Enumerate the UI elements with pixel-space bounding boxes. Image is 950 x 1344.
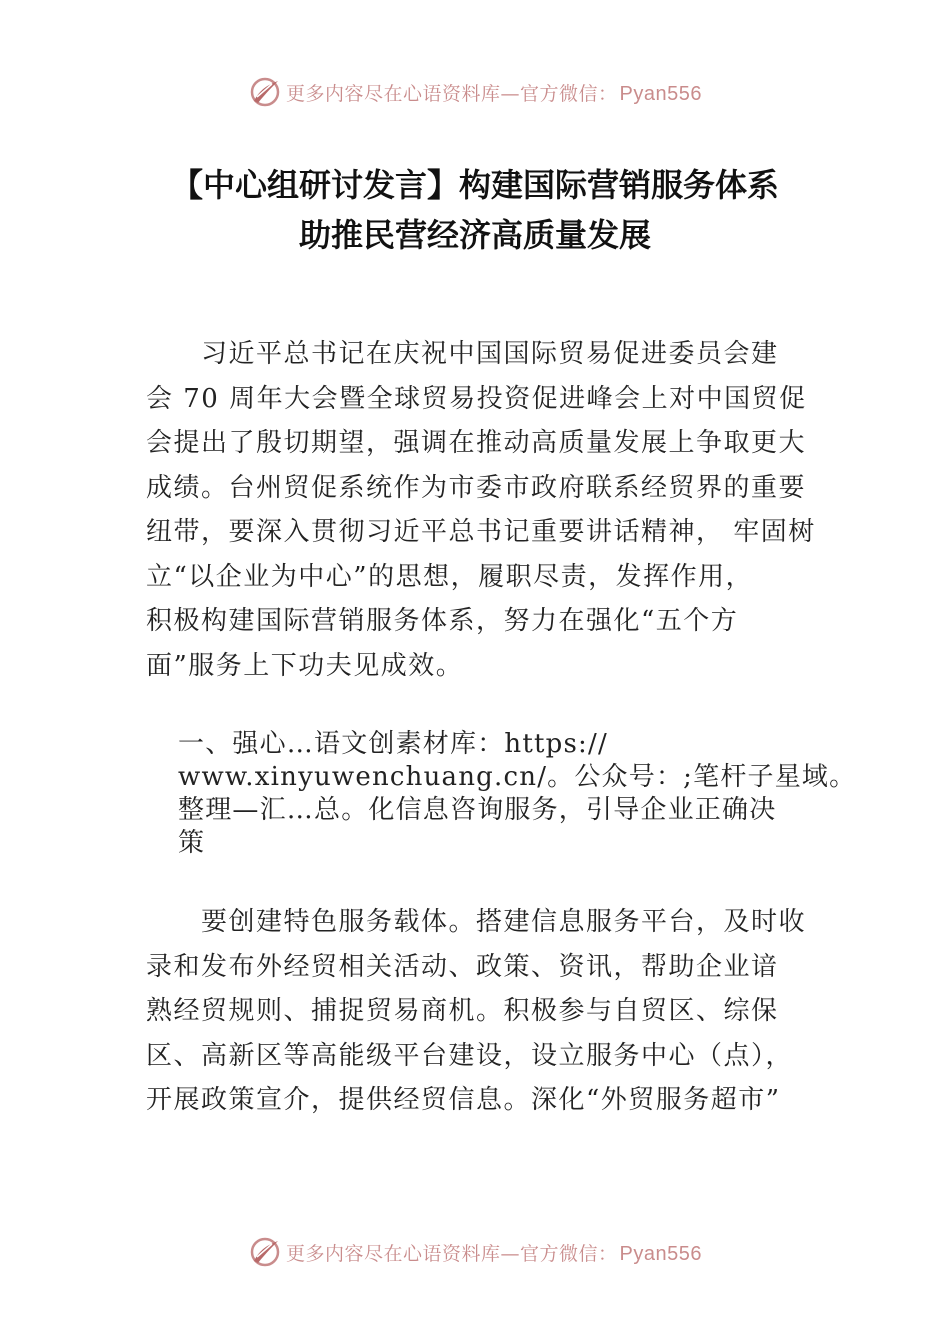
- logo-icon: [248, 1235, 282, 1269]
- text-line: 熟经贸规则、捕捉贸易商机。积极参与自贸区、综保: [146, 996, 779, 1026]
- footer-banner-text: 更多内容尽在心语资料库—官方微信： Pyan556: [286, 1242, 702, 1265]
- logo-icon: [248, 75, 282, 109]
- body-paragraph-1: [146, 332, 826, 688]
- text-line: 面”服务上下功夫见成效。: [146, 650, 464, 681]
- text-line: 习近平总书记在庆祝中国国际贸易促进委员会建: [146, 339, 779, 369]
- title-line: 助推民营经济高质量发展: [298, 216, 651, 254]
- text-line: 立“以企业为中心”的思想，履职尽责，发挥作用，: [146, 561, 754, 592]
- text-line: 开展政策宣介，提供经贸信息。深化“外贸服务超市”: [146, 1085, 781, 1115]
- header-banner-text: 更多内容尽在心语资料库—官方微信： Pyan556: [286, 82, 702, 105]
- text-line: 纽带，要深入贯彻习近平总书记重要讲话精神， 牢固树: [146, 517, 816, 547]
- section-heading: [178, 728, 857, 860]
- text-line: 录和发布外经贸相关活动、政策、资讯，帮助企业谙: [146, 951, 779, 982]
- text-line: 成绩。台州贸促系统作为市委市政府联系经贸界的重要: [146, 472, 807, 503]
- footer-banner: [0, 1230, 950, 1274]
- text-line: 一、强心…语文创素材库：https://: [178, 729, 608, 759]
- text-line: 会提出了殷切期望，强调在推动高质量发展上争取更大: [146, 428, 807, 458]
- header-banner: [0, 70, 950, 114]
- text-line: 策: [178, 828, 206, 858]
- title-line: 【中心组研讨发言】构建国际营销服务体系: [170, 166, 779, 204]
- text-line: www.xinyuwenchuang.cn/。公众号：;笔杆子星域。: [178, 762, 857, 792]
- text-line: 积极构建国际营销服务体系，努力在强化“五个方: [146, 606, 739, 636]
- text-line: 会 70 周年大会暨全球贸易投资促进峰会上对中国贸促: [146, 383, 807, 414]
- document-title: [100, 160, 850, 260]
- text-line: 要创建特色服务载体。搭建信息服务平台，及时收: [146, 907, 807, 937]
- body-paragraph-2: [146, 900, 826, 1123]
- text-line: 整理—汇…总。化信息咨询服务，引导企业正确决: [178, 795, 777, 825]
- text-line: 区、高新区等高能级平台建设，设立服务中心（点），: [146, 1040, 794, 1071]
